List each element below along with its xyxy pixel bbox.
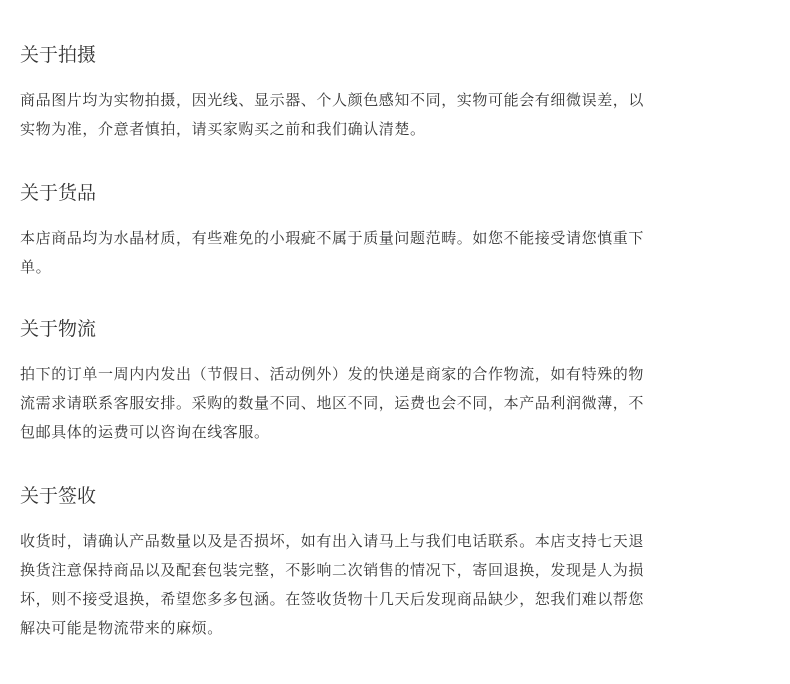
section-title: 关于物流 xyxy=(20,318,97,340)
section-photography xyxy=(20,42,750,144)
body-line: 拍下的订单一周内内发出（节假日、活动例外）发的快递是商家的合作物流，如有特殊的物 xyxy=(20,365,645,383)
body-line: 实物为准，介意者慎拍，请买家购买之前和我们确认清楚。 xyxy=(20,120,426,138)
section-body xyxy=(20,86,750,144)
section-receipt xyxy=(20,483,750,643)
body-line: 解决可能是物流带来的麻烦。 xyxy=(20,619,223,637)
section-body xyxy=(20,360,750,447)
body-line: 换货注意保持商品以及配套包装完整，不影响二次销售的情况下，寄回退换，发现是人为损 xyxy=(20,561,645,579)
section-logistics xyxy=(20,316,750,447)
body-line: 坏，则不接受退换，希望您多多包涵。在签收货物十几天后发现商品缺少，恕我们难以帮您 xyxy=(20,590,645,608)
body-line: 商品图片均为实物拍摄，因光线、显示器、个人颜色感知不同，实物可能会有细微误差，以 xyxy=(20,91,645,109)
section-title: 关于签收 xyxy=(20,485,97,507)
body-line: 包邮具体的运费可以咨询在线客服。 xyxy=(20,423,270,441)
section-body xyxy=(20,224,750,282)
section-goods xyxy=(20,180,750,282)
body-line: 流需求请联系客服安排。采购的数量不同、地区不同，运费也会不同，本产品利润微薄，不 xyxy=(20,394,645,412)
section-body xyxy=(20,527,750,643)
body-line: 收货时，请确认产品数量以及是否损坏，如有出入请马上与我们电话联系。本店支持七天退 xyxy=(20,532,645,550)
section-title: 关于货品 xyxy=(20,182,97,204)
body-line: 单。 xyxy=(20,258,52,276)
body-line: 本店商品均为水晶材质，有些难免的小瑕疵不属于质量问题范畴。如您不能接受请您慎重下 xyxy=(20,229,645,247)
section-title: 关于拍摄 xyxy=(20,44,97,66)
